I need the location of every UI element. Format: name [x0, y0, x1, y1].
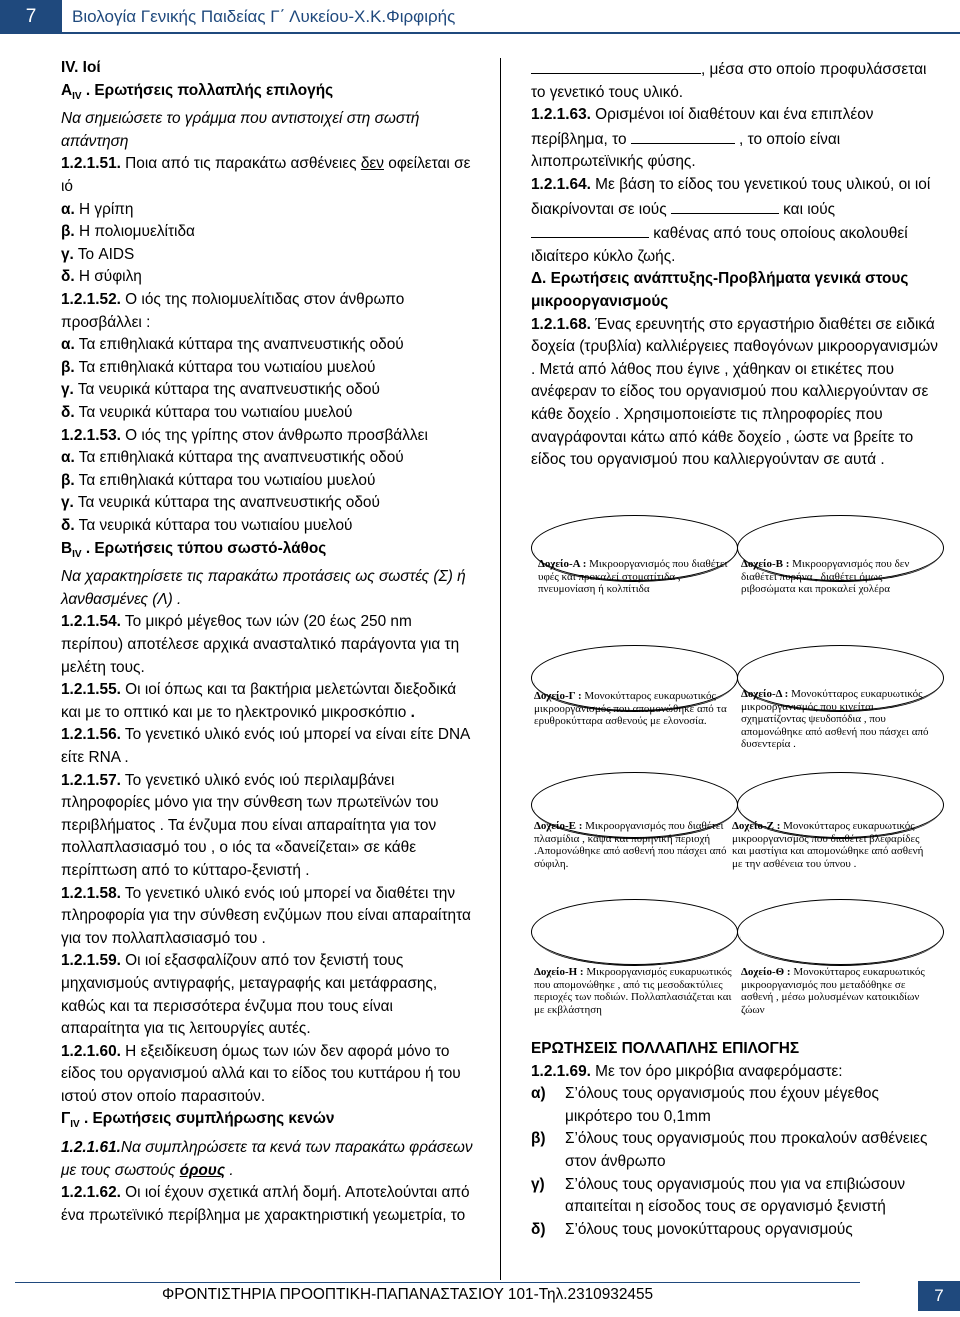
q51-option-a: α. Η γρίπη — [61, 200, 134, 218]
question-54: 1.2.1.54. Το μικρό μέγεθος των ιών (20 έως 250 nm περίπου) αποτέλεσε αρχικά ανασταλτικό παράγοντα για τη μελέτη τους. — [61, 613, 460, 676]
q52-option-a: α. Τα επιθηλιακά κύτταρα της αναπνευστικής οδού — [61, 336, 404, 354]
blank-line — [531, 221, 649, 238]
footer-text: ΦΡΟΝΤΙΣΤΗΡΙΑ ΠΡΟΟΠΤΙΚΗ-ΠΑΠΑΝΑΣΤΑΣΙΟΥ 101-Τηλ.2310932455 — [162, 1286, 654, 1303]
q51-option-b: β. Η πολιομυελίτιδα — [61, 223, 195, 241]
q53-option-c: γ. Τα νευρικά κύτταρα της αναπνευστικής οδού — [61, 494, 380, 512]
q69-option-a: α) Σ’όλους τους οργανισμούς που έχουν μέγεθος μικρότερο του 0,1mm — [531, 1085, 879, 1125]
question-53: 1.2.1.53. Ο ιός της γρίπης στον άνθρωπο προσβάλλει — [61, 426, 428, 444]
question-63: 1.2.1.63. Ορισμένοι ιοί διαθέτουν και ένα επιπλέον περίβλημα, το , το οποίο είναι λιποπρωτεϊνικής φύσης. — [531, 106, 874, 171]
question-69: 1.2.1.69. Με τον όρο μικρόβια αναφερόμαστε: — [531, 1062, 843, 1080]
question-64: 1.2.1.64. Με βάση το είδος του γενετικού τους υλικού, οι ιοί διακρίνονται σε ιούς και ιούς καθένας από τους οποίους ακολουθεί ιδιαίτερο κύκλο ζωής. — [531, 175, 931, 265]
section-a-heading: $A_{IV}$ . Ερωτήσεις πολλαπλής επιλογής — [61, 81, 334, 102]
q52-option-c: γ. Τα νευρικά κύτταρα της αναπνευστικής οδού — [61, 381, 380, 399]
q69-option-d: δ) Σ’όλους τους μονοκύτταρους οργανισμούς — [531, 1220, 853, 1238]
header-page-number: 7 — [0, 0, 62, 34]
petri-dish-th — [737, 899, 944, 965]
section-b-instruction: Να χαρακτηρίσετε τις παρακάτω προτάσεις ως σωστές (Σ) ή λανθασμένες (Λ) . — [61, 568, 466, 608]
section-title: IV. Ιοί — [61, 59, 101, 76]
page-header — [0, 0, 960, 34]
q51-option-d: δ. Η σύφιλη — [61, 268, 142, 286]
q69-option-b: β) Σ’όλους τους οργανισμούς που προκαλούν ασθένειες στον άνθρωπο — [531, 1130, 928, 1170]
right-column — [531, 57, 944, 472]
section-a-instruction: Να σημειώσετε το γράμμα που αντιστοιχεί στη σωστή απάντηση — [61, 110, 420, 150]
question-51: 1.2.1.51. Ποια από τις παρακάτω ασθένειες δεν οφείλεται σε ιό — [61, 155, 471, 196]
mc-title: ΕΡΩΤΗΣΕΙΣ ΠΟΛΛΑΠΛΗΣ ΕΠΙΛΟΓΗΣ — [531, 1040, 800, 1057]
column-divider — [500, 58, 501, 1280]
question-62-continued: , μέσα στο οποίο προφυλάσσεται το γενετικό τους υλικό. — [531, 57, 944, 104]
section-g-heading: $\Gamma_{IV}$ . Ερωτήσεις συμπλήρωσης κενών — [61, 1110, 335, 1131]
dish-h-caption: Δοχείο-Η : Μικροοργανισμός ευκαρυωτικός που απομονώθηκε , από τις μεσοδακτύλιες περιοχές των ποδιών. Πολλαπλασιάζεται και με εκβλάστηση — [534, 966, 732, 1016]
q51-option-c: γ. Το AIDS — [61, 245, 135, 263]
blank-line — [671, 197, 779, 214]
q53-option-a: α. Τα επιθηλιακά κύτταρα της αναπνευστικής οδού — [61, 449, 404, 467]
header-rule — [62, 32, 960, 34]
dish-a-caption: Δοχείο-Α : Μικροοργανισμός που διαθέτει υφές και προκαλεί στοματίτιδα , πνευμονίαση ή κολπίτιδα — [538, 558, 728, 596]
q69-option-c: γ) Σ’όλους τους οργανισμούς που για να επιβιώσουν απαιτείται η είσοδος τους σε οργανισμό ξενιστή — [531, 1175, 906, 1216]
dish-th-caption: Δοχείο-Θ : Μονοκύτταρος ευκαρυωτικός μικροοργανισμός που μεταδόθηκε σε ασθενή , μέσω μολυσμένων κατοικιδίων ζώων — [741, 966, 925, 1016]
footer-page-number: 7 — [918, 1281, 960, 1311]
question-61: 1.2.1.61.Να συμπληρώσετε τα κενά των παρακάτω φράσεων με τους σωστούς όρους . — [61, 1139, 473, 1179]
blank-line — [531, 57, 701, 74]
q52-option-b: β. Τα επιθηλιακά κύτταρα του νωτιαίου μυελού — [61, 358, 376, 376]
q53-option-b: β. Τα επιθηλιακά κύτταρα του νωτιαίου μυελού — [61, 471, 376, 489]
question-59: 1.2.1.59. Οι ιοί εξασφαλίζουν από τον ξενιστή τους μηχανισμούς αντιγραφής, μεταγραφής και μετάφρασης, καθώς και τα περισσότερα ένζυμα που τους είναι απαραίτητα για τις λειτουργίες αυτές. — [61, 952, 438, 1038]
question-62: 1.2.1.62. Οι ιοί έχουν σχετικά απλή δομή. Αποτελούνται από ένα πρωτεϊνικό περίβλημα με χαρακτηριστική γεωμετρία, το — [61, 1184, 470, 1224]
left-column — [61, 57, 473, 1228]
petri-dish-h — [531, 899, 738, 965]
dish-d-caption: Δοχείο-Δ : Μονοκύτταρος ευκαρυωτικός μικροοργανισμός που κινείται σχηματίζοντας ψευδοπόδια , που απομονώθηκε από ασθενή που πάσχει από δυσεντερία . — [741, 688, 929, 751]
dish-z-caption: Δοχείο-Ζ : Μονοκύτταρος ευκαρυωτικός μικροοργανισμός που διαθέτει βλεφαρίδες και μαστίγια και απομονώθηκε από ασθενή με την ασθένεια του ύπνου . — [732, 820, 924, 870]
dish-b-caption: Δοχείο-Β : Μικροοργανισμός που δεν διαθέτει πυρήνα , διαθέτει όμως ριβοσώματα και προκαλεί χολέρα — [741, 558, 910, 596]
question-58: 1.2.1.58. Το γενετικό υλικό ενός ιού μπορεί να διαθέτει την πληροφορία για την σύνθεση ενζύμων που είναι απαραίτητα για τον πολλαπλασιασμό του . — [61, 884, 471, 947]
section-b-heading: $B_{IV}$ . Ερωτήσεις τύπου σωστό-λάθος — [61, 539, 327, 560]
q53-option-d: δ. Τα νευρικά κύτταρα του νωτιαίου μυελού — [61, 516, 353, 534]
question-56: 1.2.1.56. Το γενετικό υλικό ενός ιού μπορεί να είναι είτε DNA είτε RNA . — [61, 726, 470, 766]
question-55: 1.2.1.55. Οι ιοί όπως και τα βακτήρια μελετώνται διεξοδικά και με το οπτικό και με το ηλεκτρονικό μικροσκόπιο . — [61, 681, 457, 721]
section-d-heading: Δ. Ερωτήσεις ανάπτυξης-Προβλήματα γενικά στους μικροοργανισμούς — [531, 270, 909, 310]
footer-rule — [15, 1282, 860, 1283]
question-57: 1.2.1.57. Το γενετικό υλικό ενός ιού περιλαμβάνει πληροφορίες μόνο για την σύνθεση των πρωτεϊνών του περιβλήματος . Τα ένζυμα που είναι απαραίτητα για τον πολλαπλασιασμό του , ο ιός τα «δανείζεται» σε κάθε περίπτωση από το κύτταρο-ξενιστή . — [61, 771, 439, 879]
dish-e-caption: Δοχείο-Ε : Μικροοργανισμός που διαθέτει πλασμίδια , κάψα και πυρηνική περιοχή .Απομονώθηκε από ασθενή που πάσχει από σύφιλη. — [534, 820, 727, 870]
blank-line — [631, 127, 735, 144]
question-52: 1.2.1.52. Ο ιός της πολιομυελίτιδας στον άνθρωπο προσβάλλει : — [61, 291, 405, 331]
dish-g-caption: Δοχείο-Γ : Μονοκύτταρος ευκαρυωτικός μικροοργανισμός που απομονώθηκε από τα ερυθροκύτταρα ασθενούς με ελονοσία. — [534, 690, 727, 728]
header-title: Βιολογία Γενικής Παιδείας Γ΄ Λυκείου-Χ.Κ.Φιρφιρής — [72, 7, 456, 26]
q52-option-d: δ. Τα νευρικά κύτταρα του νωτιαίου μυελού — [61, 403, 353, 421]
question-68: 1.2.1.68. Ένας ερευνητής στο εργαστήριο διαθέτει σε ειδικά δοχεία (τρυβλία) καλλιέργειες παθογόνων μικροοργανισμών . Μετά από λάθος που έγινε , χάθηκαν οι ετικέτες που ανέφεραν το είδος του οργανισμού που καλλιεργούνταν σε κάθε δοχείο . Χρησιμοποιείστε τις πληροφορίες που αναγράφονται κάτω από κάθε δοχείο , ώστε να βρείτε το είδος του οργανισμού που καλλιεργούνταν σε αυτά . — [531, 315, 939, 469]
question-60: 1.2.1.60. Η εξειδίκευση όμως των ιών δεν αφορά μόνο το είδος του οργανισμού αλλά και το είδος του κυττάρου ή του ιστού στον οποίο παρασιτούν. — [61, 1042, 461, 1105]
multiple-choice-block — [531, 1038, 944, 1241]
